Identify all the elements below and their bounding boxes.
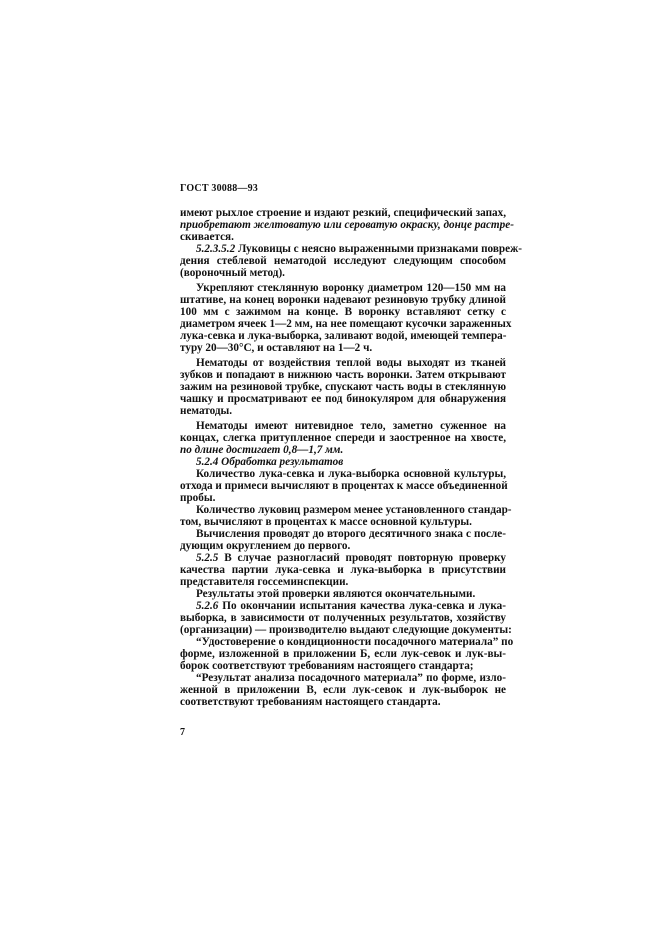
text-span: диаметром ячеек 1—2 мм, на нее помещают кусочки зараженных	[180, 318, 512, 330]
text-line	[180, 516, 506, 528]
text-span: Укрепляют стеклянную воронку диаметром 120—150 мм на	[196, 282, 506, 294]
text-span: том, вычисляют в процентах к массе основной культуры.	[180, 516, 472, 528]
text-span: чашку и просматривают ее под бинокуляром для обнаружения	[180, 393, 506, 405]
text-line	[180, 318, 512, 330]
text-line	[180, 342, 506, 354]
text-line	[180, 480, 506, 492]
text-span: “Удостоверение о кондиционности посадочного материала” по	[196, 636, 514, 648]
text-line	[180, 255, 506, 267]
text-line	[180, 552, 506, 564]
text-span: имеют рыхлое строение и издают резкий, специфический запах,	[180, 207, 506, 219]
text-line	[180, 456, 506, 468]
text-line	[180, 624, 512, 636]
text-span: (организации) — производителю выдают следующие документы:	[180, 624, 512, 636]
text-line	[180, 528, 506, 540]
text-line	[180, 600, 506, 612]
text-span: Нематоды от воздействия теплой воды выходят из тканей	[196, 357, 506, 369]
text-span: скивается.	[180, 231, 234, 243]
text-span: В случае разногласий проводят повторную проверку	[218, 552, 506, 564]
text-span: лука-севка и лука-выборка, заливают водой, имеющей темпера-	[180, 330, 507, 342]
text-line	[180, 207, 506, 219]
document-body	[180, 207, 522, 708]
text-span: зубков и попадают в нижнюю часть воронки. Затем открывают	[180, 369, 506, 381]
text-line	[180, 369, 506, 381]
text-line	[180, 492, 506, 504]
text-line	[180, 660, 506, 672]
text-span: пробы.	[180, 492, 216, 504]
text-line	[180, 219, 514, 231]
text-line	[180, 330, 506, 342]
text-line	[180, 468, 506, 480]
text-line	[180, 684, 506, 696]
text-line	[180, 294, 506, 306]
text-span: Количество луковиц размером менее установленного стандар-	[196, 504, 512, 516]
text-line	[180, 306, 506, 318]
text-line	[180, 612, 506, 624]
text-line	[180, 267, 506, 279]
text-line	[180, 393, 506, 405]
text-line	[180, 540, 506, 552]
text-line	[180, 243, 522, 255]
text-line	[180, 564, 506, 576]
text-line	[180, 672, 506, 684]
text-span: Количество лука-севка и лука-выборка основной культуры,	[196, 468, 506, 480]
italic-text: по длине достигает 0,8—1,7 мм.	[180, 444, 344, 456]
text-line	[180, 405, 506, 417]
text-line	[180, 432, 506, 444]
italic-text: 5.2.6	[196, 600, 219, 612]
text-span: представителя госсеминспекции.	[180, 576, 349, 588]
text-line	[180, 381, 506, 393]
text-span: штативе, на конец воронки надевают резиновую трубку длиной	[180, 294, 506, 306]
text-line	[180, 576, 506, 588]
document-header: ГОСТ 30088—93	[180, 183, 259, 194]
text-line	[180, 636, 514, 648]
text-span: концах, слегка притупленное спереди и заостренное на хвосте,	[180, 432, 506, 444]
text-span: нематоды.	[180, 405, 233, 417]
text-span: соответствуют требованиям настоящего стандарта.	[180, 696, 441, 708]
italic-text: 5.2.5	[196, 552, 219, 564]
text-line	[180, 357, 506, 369]
text-span: дующим округлением до первого.	[180, 540, 351, 552]
text-span: Результаты этой проверки являются окончательными.	[196, 588, 476, 600]
italic-text: 5.2.3.5.2	[196, 243, 236, 255]
text-line	[180, 420, 506, 432]
text-span: дения стеблевой нематодой исследуют следующим способом	[180, 255, 506, 267]
text-line	[180, 282, 506, 294]
text-span: выборка, в зависимости от полученных результатов, хозяйству	[180, 612, 506, 624]
text-span: зажим на резиновой трубке, спускают часть воды в стеклянную	[180, 381, 506, 393]
text-line	[180, 696, 506, 708]
page-number: 7	[180, 727, 185, 738]
text-span: туру 20—30°С, и оставляют на 1—2 ч.	[180, 342, 373, 354]
text-line	[180, 588, 506, 600]
text-span: отхода и примеси вычисляют в процентах к массе объединенной	[180, 480, 508, 492]
text-line	[180, 504, 512, 516]
text-line	[180, 444, 506, 456]
text-span: форме, изложенной в приложении Б, если лук-севок и лук-вы-	[180, 648, 506, 660]
text-span: качества партии лука-севка и лука-выборка в присутствии	[180, 564, 506, 576]
text-line	[180, 231, 506, 243]
text-span: Вычисления проводят до второго десятичного знака с после-	[196, 528, 506, 540]
text-span: Нематоды имеют нитевидное тело, заметно суженное на	[196, 420, 506, 432]
text-span: борок соответствуют требованиям настоящего стандарта;	[180, 660, 474, 672]
text-span: Луковицы с неясно выраженными признаками повреж-	[235, 243, 522, 255]
italic-text: 5.2.4 Обработка результатов	[196, 456, 344, 468]
italic-text: приобретают желтоватую или сероватую окраску, донце растре-	[180, 219, 514, 231]
text-span: женной в приложении В, если лук-севок и лук-выборок не	[180, 684, 506, 696]
text-span: (вороночный метод).	[180, 267, 285, 279]
text-span: “Результат анализа посадочного материала” по форме, изло-	[196, 672, 506, 684]
text-span: По окончании испытания качества лука-севка и лука-	[218, 600, 506, 612]
text-line	[180, 648, 506, 660]
text-span: 100 мм с зажимом на конце. В воронку вставляют сетку с	[180, 306, 506, 318]
